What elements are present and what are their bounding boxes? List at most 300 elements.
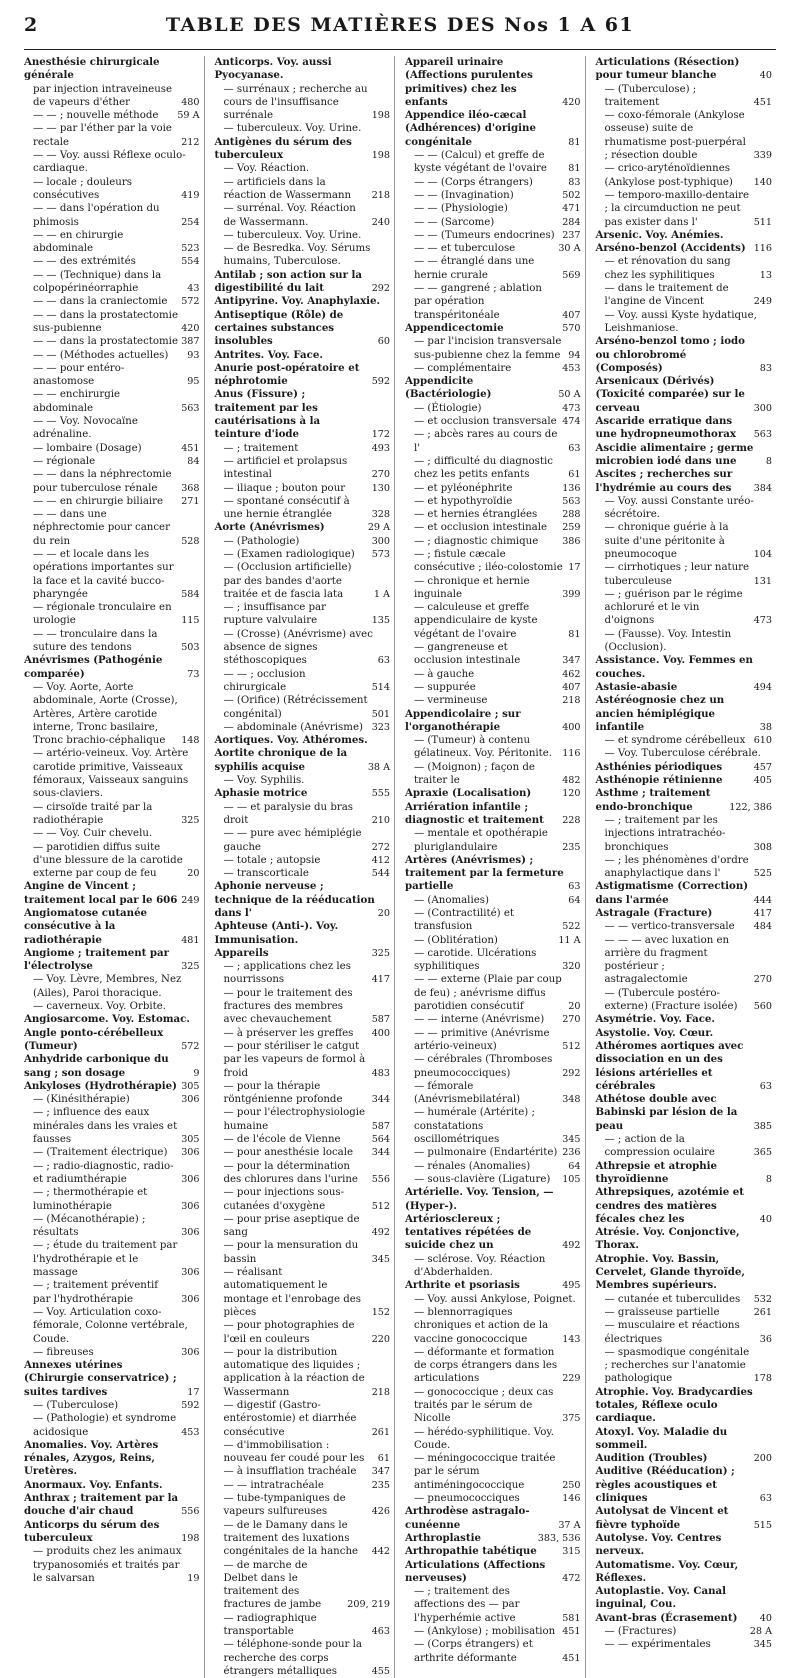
index-entry xyxy=(215,1319,391,1346)
index-entry xyxy=(24,149,200,176)
index-entry-text: — sous-clavière (Ligature) xyxy=(414,1173,551,1185)
index-entry-text: — tuberculeux. Voy. Urine. xyxy=(223,123,362,135)
index-entry-page: 484 xyxy=(753,921,772,933)
index-entry xyxy=(215,1160,391,1187)
index-entry-page: 209, 219 xyxy=(347,1599,390,1611)
index-entry-page: 563 xyxy=(562,495,581,507)
index-entry-text: — — par l'éther par la voie rectale xyxy=(33,123,172,148)
index-entry xyxy=(405,495,581,508)
index-entry xyxy=(24,1346,200,1359)
index-entry-text: — abdominale (Anévrisme) xyxy=(223,721,363,733)
index-entry-text: — iliaque ; bouton pour xyxy=(223,482,346,494)
index-column-1 xyxy=(24,56,205,1678)
index-entry xyxy=(215,721,391,734)
index-entry-text: — rénales (Anomalies) xyxy=(414,1160,531,1172)
index-entry-text: — pour stériliser le catgut par les vapeurs de formol à froid xyxy=(223,1040,366,1079)
index-entry-text: Athéromes aortiques avec dissociation en un des lésions artérielles et cérébrales xyxy=(595,1039,744,1092)
index-entry-text: — et hernies étranglées xyxy=(414,509,538,521)
index-entry xyxy=(215,1559,391,1612)
index-entry-page: 270 xyxy=(371,469,390,481)
index-entry xyxy=(405,708,581,735)
index-entry xyxy=(405,1625,581,1638)
index-entry-page: 473 xyxy=(562,402,581,414)
index-entry-page: 495 xyxy=(562,1280,581,1292)
index-entry-text: — produits chez les animaux trypanosomiés et traités par le salvarsan xyxy=(33,1546,182,1584)
index-entry-page: 345 xyxy=(371,1253,390,1265)
index-entry xyxy=(24,1106,200,1146)
index-entry-page: 501 xyxy=(371,708,390,720)
index-entry-page: 592 xyxy=(371,376,390,388)
index-entry-page: 63 xyxy=(377,655,390,667)
index-entry-text: Asthénopie rétinienne xyxy=(595,774,723,787)
index-entry-text: — ; guérison par le régime achloruré et le vin d'oignons xyxy=(604,588,743,627)
index-entry-page: 228 xyxy=(562,814,581,826)
index-entry-text: Ascaride erratique dans une hydropneumothorax xyxy=(595,415,736,441)
index-entry xyxy=(215,242,391,269)
index-entry xyxy=(405,176,581,189)
index-entry-page: 218 xyxy=(562,695,581,707)
index-entry-text: — pour photographies de l'œil en couleurs xyxy=(223,1320,355,1345)
index-entry xyxy=(215,561,391,601)
index-entry-page: 522 xyxy=(562,921,581,933)
page-header xyxy=(24,14,776,44)
index-entry xyxy=(24,747,200,800)
index-entry-text: Athétose double avec Babinski par lésion de la peau xyxy=(595,1093,738,1132)
index-entry-text: — tuberculeux. Voy. Urine. xyxy=(223,229,362,241)
index-entry-page: 61 xyxy=(568,469,581,481)
index-entry-text: Arséno-benzol tomo ; iodo ou chlorobromé (Composés) xyxy=(595,335,745,374)
index-entry xyxy=(215,920,391,947)
index-entry-page: 9 xyxy=(193,1067,200,1079)
index-entry-page: 73 xyxy=(187,668,200,680)
index-entry-page: 344 xyxy=(371,1147,390,1159)
index-entry-text: — (Pathologie) xyxy=(223,535,300,547)
index-entry xyxy=(405,428,581,455)
index-entry-page: 511 xyxy=(753,216,772,228)
index-entry-text: — totale ; autopsie xyxy=(223,854,321,866)
index-entry-page: 292 xyxy=(562,1067,581,1079)
index-entry xyxy=(24,349,200,362)
index-entry-page: 84 xyxy=(187,455,200,467)
index-entry-page: 59 A xyxy=(177,110,200,122)
index-entry-page: 172 xyxy=(371,429,390,441)
index-entry-text: Asthénies périodiques xyxy=(595,760,723,773)
index-entry xyxy=(405,109,581,149)
index-entry-text: — — ; nouvelle méthode xyxy=(33,110,159,122)
index-entry-page: 400 xyxy=(562,721,581,733)
index-entry-page: 463 xyxy=(371,1626,390,1638)
index-entry-text: — parotidien diffus suite d'une blessure de la carotide externe par coup de feu xyxy=(33,841,183,880)
index-entry-text: — (Ankylose) ; mobilisation xyxy=(414,1626,556,1638)
index-entry-page: 512 xyxy=(562,1040,581,1052)
index-entry-text: Anévrismes (Pathogénie comparée) xyxy=(24,654,163,680)
index-entry-page: 407 xyxy=(562,309,581,321)
index-entry-page: 218 xyxy=(371,189,390,201)
index-entry-text: Aphonie nerveuse ; technique de la rééducation dans l' xyxy=(214,880,375,919)
index-entry-page: 240 xyxy=(371,216,390,228)
index-entry xyxy=(405,508,581,521)
index-entry xyxy=(215,1638,391,1678)
index-entry xyxy=(215,1213,391,1240)
index-entry-text: — (Occlusion artificielle) par des bandes d'aorte traitée et de fascia lata xyxy=(223,562,352,600)
index-entry-page: 146 xyxy=(562,1493,581,1505)
index-entry xyxy=(215,83,391,123)
index-entry xyxy=(596,814,773,854)
index-entry-text: Athrepsiques, azotémie et cendres des matières fécales chez les xyxy=(595,1186,744,1225)
index-entry-page: 572 xyxy=(181,296,200,308)
index-entry xyxy=(24,1545,200,1585)
index-entry xyxy=(596,56,773,83)
index-entry xyxy=(215,628,391,668)
index-entry-page: 81 xyxy=(568,163,581,175)
index-entry-text: Astasie-abasie xyxy=(595,680,678,693)
index-entry-text: — pour prise aseptique de sang xyxy=(223,1213,360,1239)
index-entry-page: 474 xyxy=(562,416,581,428)
index-entry-page: 81 xyxy=(568,628,581,640)
index-entry xyxy=(405,1559,581,1586)
index-entry xyxy=(24,1000,200,1013)
index-entry-text: — surrénal. Voy. Réaction de Wassermann. xyxy=(223,203,356,228)
index-entry-page: 400 xyxy=(371,1027,390,1039)
index-entry-page: 120 xyxy=(562,788,581,800)
index-entry-text: — (Kinésithérapie) xyxy=(33,1094,130,1106)
index-entry xyxy=(596,229,773,242)
index-entry-page: 292 xyxy=(371,283,390,295)
index-entry-text: — dans le traitement de l'angine de Vincent xyxy=(604,283,729,308)
index-entry-page: 116 xyxy=(753,243,772,255)
index-entry xyxy=(405,202,581,215)
index-entry-page: 220 xyxy=(371,1333,390,1345)
index-entry-page: 306 xyxy=(181,1267,200,1279)
index-entry xyxy=(405,1532,581,1545)
index-entry-text: — — et locale dans les opérations importantes sur la face et la cavité bucco-pharyngée xyxy=(33,548,174,600)
index-entry-text: Articulations (Affections nerveuses) xyxy=(405,1558,546,1584)
index-entry xyxy=(405,907,581,934)
index-entry-text: — fémorale (Anévrismebilatéral) xyxy=(414,1080,521,1106)
index-entry-page: 306 xyxy=(181,1173,200,1185)
index-entry xyxy=(215,136,391,163)
index-entry-page: 451 xyxy=(181,442,200,454)
index-entry xyxy=(596,1426,773,1453)
index-entry-page: 462 xyxy=(562,668,581,680)
index-entry xyxy=(24,973,200,1000)
index-entry-page: 210 xyxy=(371,814,390,826)
index-entry-text: — calculeuse et greffe appendiculaire de kyste végétant de l'ovaire xyxy=(414,602,538,640)
index-entry-page: 420 xyxy=(181,322,200,334)
index-entry-page: 365 xyxy=(753,1147,772,1159)
index-entry-page: 229 xyxy=(562,1373,581,1385)
index-entry xyxy=(596,189,773,229)
index-entry-page: 130 xyxy=(371,482,390,494)
index-entry-text: — Voy. Syphilis. xyxy=(223,775,305,787)
index-entry-text: Appendicite (Bactériologie) xyxy=(405,375,492,401)
index-entry xyxy=(596,83,773,110)
index-entry xyxy=(596,1559,773,1586)
index-entry xyxy=(24,801,200,828)
index-entry-page: 383, 536 xyxy=(537,1532,581,1544)
index-entry-text: — hérédo-syphilitique. Voy. Coude. xyxy=(414,1426,554,1451)
index-entry-page: 198 xyxy=(371,110,390,122)
index-entry xyxy=(596,1013,773,1026)
index-entry-text: — (Étiologie) xyxy=(414,402,482,414)
index-entry-text: — — gangrené ; ablation par opération transpéritonéale xyxy=(414,283,542,321)
index-entry-text: — et rénovation du sang chez les syphilitiques xyxy=(604,256,731,281)
index-entry xyxy=(405,787,581,800)
index-entry xyxy=(215,1465,391,1478)
index-entry-text: — spasmodique congénitale ; recherches sur l'anatomie pathologique xyxy=(604,1346,750,1385)
index-entry xyxy=(215,388,391,441)
index-entry-text: — Voy. Lèvre, Membres, Nez (Ailes), Paroi thoracique. xyxy=(33,974,182,999)
index-entry xyxy=(596,1133,773,1160)
index-entry-text: — caverneux. Voy. Orbite. xyxy=(33,1001,167,1013)
index-entry xyxy=(405,1213,581,1253)
index-entry xyxy=(215,1080,391,1107)
index-entry-text: — — intratrachéale xyxy=(223,1479,324,1491)
index-entry-text: — ; thermothérapie et luminothérapie xyxy=(33,1187,148,1212)
index-entry xyxy=(24,628,200,655)
index-entry-text: Anesthésie chirurgicale générale xyxy=(24,56,160,82)
index-entry xyxy=(405,282,581,322)
index-entry-page: 28 A xyxy=(749,1626,772,1638)
index-entry-page: 116 xyxy=(562,748,581,760)
index-entry-page: 237 xyxy=(562,229,581,241)
index-entry-page: 420 xyxy=(562,96,581,108)
index-entry xyxy=(24,681,200,747)
index-entry xyxy=(215,349,391,362)
index-entry-page: 152 xyxy=(371,1306,390,1318)
index-entry-text: — — dans une néphrectomie pour cancer du rein xyxy=(33,509,170,547)
index-entry-text: — pour la distribution automatique des liquides ; application à la réaction de Wassermann xyxy=(223,1346,365,1398)
index-entry-text: — blennorragiques chroniques et action de la vaccine gonococcique xyxy=(414,1306,549,1345)
index-entry-text: Appendicectomie xyxy=(405,321,504,334)
index-entry-text: — — dans la néphrectomie pour tuberculose rénale xyxy=(33,469,172,494)
index-entry-text: — Voy. Tuberculose cérébrale. xyxy=(604,748,761,760)
index-entry-text: — ; applications chez les nourrissons xyxy=(223,961,351,986)
index-entry xyxy=(596,255,773,282)
index-entry-text: Ankyloses (Hydrothérapie) xyxy=(24,1079,177,1092)
index-entry-text: — — et tuberculose xyxy=(414,243,516,255)
index-entry-text: Aortiques. Voy. Athéromes. xyxy=(214,734,368,747)
index-entry xyxy=(405,973,581,1013)
index-entry-text: Arthrite et psoriasis xyxy=(405,1279,520,1292)
index-entry xyxy=(215,442,391,455)
index-entry xyxy=(405,362,581,375)
index-entry-text: — ; traitement par les injections intratrachéo-bronchiques xyxy=(604,814,726,853)
index-column-2 xyxy=(215,56,396,1678)
index-entry xyxy=(215,1106,391,1133)
index-entry-text: — ; traitement des affections des — par l'hyperhémie active xyxy=(414,1586,520,1624)
index-entry-text: — transcorticale xyxy=(223,868,309,880)
index-entry-text: Arriération infantile ; diagnostic et traitement xyxy=(405,800,544,826)
index-entry-page: 556 xyxy=(181,1506,200,1518)
index-entry xyxy=(596,1226,773,1253)
index-entry-page: 492 xyxy=(371,1227,390,1239)
index-entry-page: 386 xyxy=(562,535,581,547)
index-entry xyxy=(596,1638,773,1651)
index-entry xyxy=(405,575,581,602)
index-entry xyxy=(596,1386,773,1426)
index-entry xyxy=(405,761,581,788)
index-entry-text: — — (Méthodes actuelles) xyxy=(33,349,169,361)
index-entry-page: 306 xyxy=(181,1227,200,1239)
index-entry xyxy=(596,162,773,189)
index-entry-page: 592 xyxy=(181,1399,200,1411)
index-entry xyxy=(596,761,773,774)
index-entry xyxy=(405,1013,581,1026)
index-entry-page: 375 xyxy=(562,1413,581,1425)
index-entry xyxy=(215,176,391,203)
index-entry xyxy=(596,521,773,561)
index-entry-text: Antrites. Voy. Face. xyxy=(214,348,323,361)
index-entry xyxy=(215,548,391,561)
index-entry-text: — locale ; douleurs consécutives xyxy=(33,176,132,201)
index-entry-page: 136 xyxy=(562,482,581,494)
index-entry xyxy=(215,229,391,242)
index-entry-text: — méningococcique traitée par le sérum antiméningococcique xyxy=(414,1453,556,1491)
index-entry-page: 532 xyxy=(753,1293,772,1305)
index-entry-text: Anormaux. Voy. Enfants. xyxy=(24,1478,163,1491)
index-entry xyxy=(24,1053,200,1080)
index-entry-page: 368 xyxy=(181,482,200,494)
index-entry-text: — sclérose. Voy. Réaction d'Abderhalden. xyxy=(414,1253,546,1279)
index-entry-page: 20 xyxy=(568,1001,581,1013)
index-entry-page: 235 xyxy=(562,841,581,853)
index-entry xyxy=(215,787,391,800)
index-entry xyxy=(596,774,773,787)
index-entry xyxy=(215,867,391,880)
index-entry-text: — — (Sarcome) xyxy=(414,216,495,228)
index-entry xyxy=(24,1013,200,1026)
index-entry-page: 325 xyxy=(371,947,390,959)
index-entry xyxy=(405,1146,581,1159)
index-entry-text: — artificiels dans la réaction de Wassermann xyxy=(223,176,352,201)
index-entry-text: Anthrax ; traitement par la douche d'air chaud xyxy=(24,1492,179,1518)
index-entry-page: 131 xyxy=(753,575,772,587)
index-entry-page: 473 xyxy=(753,615,772,627)
index-entry-text: — (Contractilité) et transfusion xyxy=(414,908,514,933)
index-entry xyxy=(24,1492,200,1519)
index-entry xyxy=(405,1452,581,1492)
index-entry xyxy=(596,987,773,1014)
index-entry-text: Artériosclereux ; tentatives répétées de suicide chez un xyxy=(405,1212,532,1252)
index-entry-text: Artères (Anévrismes) ; traitement par la fermeture partielle xyxy=(405,853,564,893)
index-entry xyxy=(24,841,200,881)
index-entry-text: — — (Calcul) et greffe de kyste végétant de l'ovaire xyxy=(414,150,547,175)
index-entry xyxy=(215,734,391,747)
index-entry-page: 387 xyxy=(181,336,200,348)
index-entry-text: — — ; occlusion chirurgicale xyxy=(223,668,306,693)
index-entry-page: 587 xyxy=(371,1014,390,1026)
index-entry-text: — suppurée xyxy=(414,681,476,693)
index-entry xyxy=(24,1306,200,1346)
index-entry-text: — — dans la craniectomie xyxy=(33,296,168,308)
index-entry-page: 325 xyxy=(181,814,200,826)
index-entry-text: Appendice iléo-cæcal (Adhérences) d'origine congénitale xyxy=(405,109,536,148)
index-entry-text: — artificiel et prolapsus intestinal xyxy=(223,455,348,481)
index-entry-text: — Voy. aussi Kyste hydatique, Leishmaniose. xyxy=(604,309,757,334)
index-entry-page: 453 xyxy=(562,362,581,374)
index-entry xyxy=(215,362,391,389)
index-entry-page: 306 xyxy=(181,1094,200,1106)
index-entry-page: 40 xyxy=(759,70,772,82)
index-entry-text: — pour injections sous-cutanées d'oxygène xyxy=(223,1187,345,1212)
index-entry-page: 453 xyxy=(181,1426,200,1438)
index-entry xyxy=(405,1306,581,1346)
index-entry-text: — Voy. aussi Ankylose, Poignet. xyxy=(414,1293,576,1305)
index-entry-text: — ; étude du traitement par l'hydrothérapie et le massage xyxy=(33,1240,178,1279)
index-entry-page: 40 xyxy=(759,1213,772,1225)
index-entry-text: Athrepsie et atrophie thyroïdienne xyxy=(595,1159,718,1185)
index-entry-page: 235 xyxy=(371,1479,390,1491)
index-entry-page: 417 xyxy=(371,974,390,986)
index-entry-text: Arthrodèse astragalo-cunéenne xyxy=(405,1505,530,1531)
index-entry-page: 320 xyxy=(562,961,581,973)
index-entry-page: 305 xyxy=(181,1134,200,1146)
index-entry-page: 13 xyxy=(759,269,772,281)
index-entry-text: — — en chirurgie abdominale xyxy=(33,229,124,255)
index-entry-text: — — pour entéro-anastomose xyxy=(33,362,125,388)
index-entry xyxy=(405,1585,581,1625)
index-entry-page: 306 xyxy=(181,1293,200,1305)
index-entry-page: 525 xyxy=(753,868,772,880)
index-entry-text: — et hypothyroïdie xyxy=(414,495,513,507)
index-entry xyxy=(24,202,200,229)
index-entry-page: 482 xyxy=(562,775,581,787)
index-entry-text: — — (Physiologie) xyxy=(414,203,508,215)
index-entry xyxy=(405,335,581,362)
index-entry-page: 512 xyxy=(371,1200,390,1212)
index-entry-page: 564 xyxy=(371,1134,390,1146)
index-entry xyxy=(24,880,200,907)
index-entry xyxy=(24,295,200,308)
index-entry xyxy=(215,1027,391,1040)
index-entry-page: 384 xyxy=(753,482,772,494)
index-entry-page: 8 xyxy=(765,455,772,467)
index-entry xyxy=(596,1346,773,1386)
index-entry-text: — ; action de la compression oculaire xyxy=(604,1134,715,1159)
index-entry-page: 493 xyxy=(371,442,390,454)
index-entry-text: — de le Damany dans le traitement des luxations congénitales de la hanche xyxy=(223,1519,359,1558)
index-entry-text: Autoplastie. Voy. Canal inguinal, Cou. xyxy=(595,1585,726,1611)
index-entry xyxy=(24,495,200,508)
index-entry-page: 38 xyxy=(759,721,772,733)
index-entry-text: — Voy. Réaction. xyxy=(223,163,310,175)
index-entry xyxy=(215,854,391,867)
index-entry-text: — et occlusion transversale xyxy=(414,416,557,428)
index-entry-text: — spontané consécutif à une hernie étranglée xyxy=(223,495,350,521)
index-entry-text: Ascidie alimentaire ; germe microbien iodé dans une xyxy=(595,441,754,467)
index-entry-text: — — Voy. aussi Réflexe oculo-cardiaque. xyxy=(33,150,186,175)
index-entry xyxy=(596,1465,773,1505)
index-entry-page: 480 xyxy=(181,96,200,108)
index-entry-text: Autolyse. Voy. Centres nerveux. xyxy=(595,1531,722,1558)
index-entry xyxy=(405,1080,581,1107)
index-entry-page: 38 A xyxy=(367,761,390,773)
index-entry-page: 345 xyxy=(753,1639,772,1651)
index-entry xyxy=(596,561,773,588)
index-entry-page: 143 xyxy=(562,1333,581,1345)
index-entry-page: 556 xyxy=(371,1173,390,1185)
index-entry-page: 325 xyxy=(181,961,200,973)
index-entry xyxy=(24,442,200,455)
index-entry xyxy=(215,1612,391,1639)
index-entry-text: Anticorps. Voy. aussi Pyocyanase. xyxy=(214,56,332,82)
index-entry-text: — — Voy. Novocaïne adrénaline. xyxy=(33,416,138,441)
index-entry xyxy=(215,960,391,987)
index-entry-text: Asthme ; traitement endo-bronchique xyxy=(595,787,711,813)
index-entry-page: 83 xyxy=(759,362,772,374)
index-entry xyxy=(405,1173,581,1186)
